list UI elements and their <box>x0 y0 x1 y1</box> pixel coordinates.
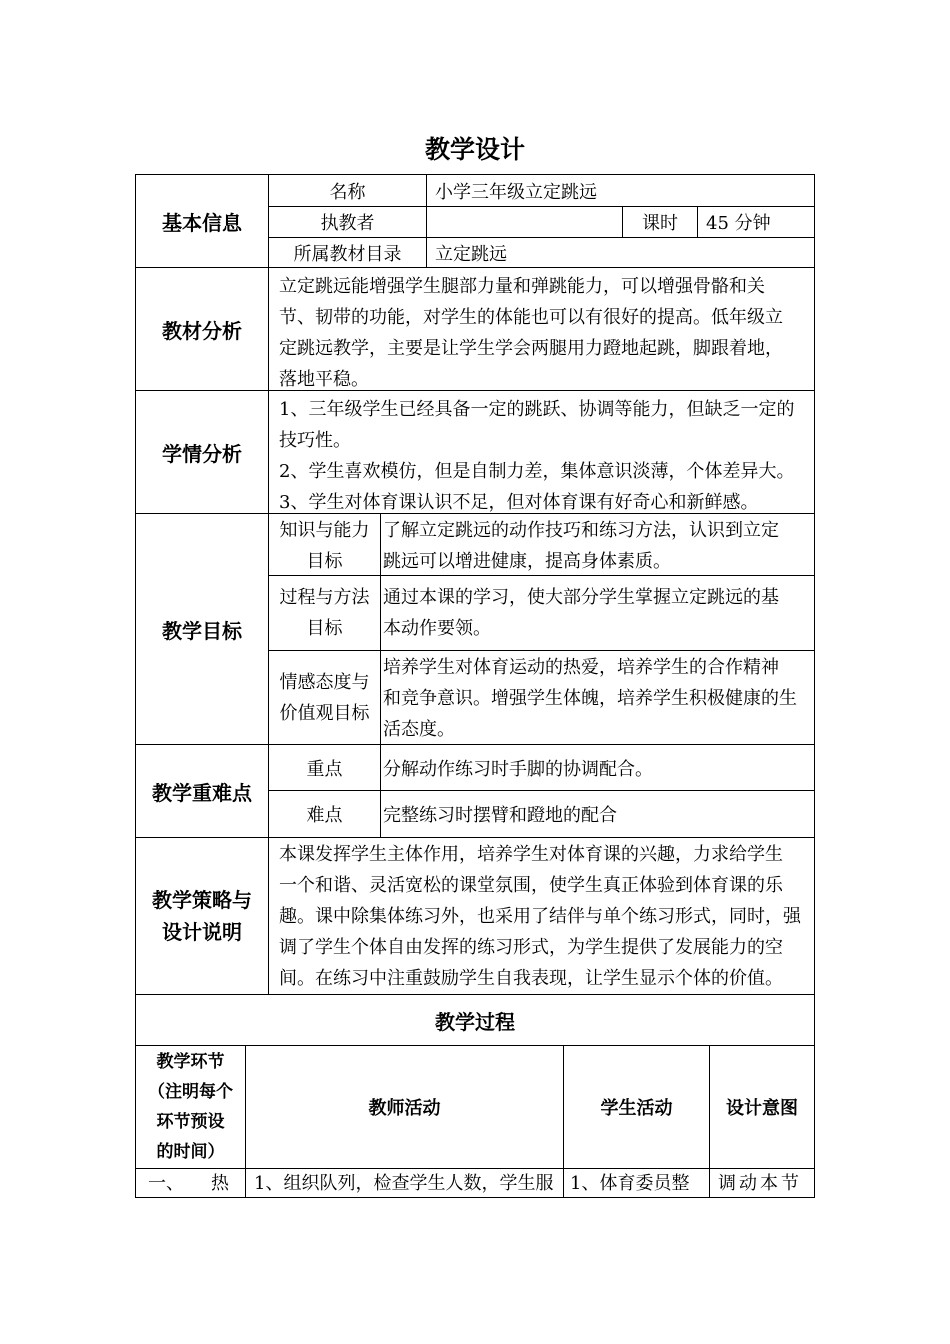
document-title: 教学设计 <box>424 135 525 164</box>
strategy-label <box>135 837 269 995</box>
text-line: 节、韧带的功能，对学生的体能也可以有很好的提高。低年级立 <box>279 307 783 328</box>
text-line: 技巧性。 <box>279 430 351 451</box>
text-line: 通过本课的学习，使大部分学生掌握立定跳远的基 <box>383 587 779 608</box>
text-line: 和竞争意识。增强学生体魄，培养学生积极健康的生 <box>383 688 797 709</box>
teacher-label-cell: 执教者 <box>268 206 427 238</box>
strategy-text <box>268 837 815 995</box>
objective-name-line: 目标 <box>306 618 343 639</box>
objective-name-line: 知识与能力 <box>279 520 370 541</box>
text-line: 一个和谐、灵活宽松的课堂氛围，使学生真正体验到体育课的乐 <box>279 875 783 896</box>
text-line: 3、学生对体育课认识不足，但对体育课有好奇心和新鲜感。 <box>279 492 759 513</box>
focus-text-cell: 分解动作练习时手脚的协调配合。 <box>380 744 815 791</box>
row-intent-cell: 调动本节 <box>709 1168 815 1198</box>
text-line: 培养学生对体育运动的热爱，培养学生的合作精神 <box>383 657 779 678</box>
material-analysis-label: 教材分析 <box>135 267 269 391</box>
catalog-value-cell: 立定跳远 <box>426 237 815 268</box>
difficulty-label-cell: 难点 <box>268 790 381 838</box>
header-stage-line: （注明每个 <box>148 1082 233 1102</box>
row-stage-cell: 一、 热 <box>135 1168 246 1198</box>
text-line: 定跳远教学，主要是让学生学会两腿用力蹬地起跳，脚跟着地， <box>279 338 783 359</box>
name-value-cell: 小学三年级立定跳远 <box>426 174 815 207</box>
text-line: 间。在练习中注重鼓励学生自我表现，让学生显示个体的价值。 <box>279 968 783 989</box>
strategy-label-line: 设计说明 <box>162 920 242 944</box>
student-analysis-label: 学情分析 <box>135 390 269 514</box>
header-stage-line: 教学环节 <box>156 1052 225 1072</box>
teacher-value-cell <box>426 206 623 238</box>
process-title: 教学过程 <box>135 994 815 1046</box>
objective-text-attitude <box>380 650 815 745</box>
period-label-cell: 课时 <box>622 206 698 238</box>
basic-info-label: 基本信息 <box>135 174 269 268</box>
difficulty-text-cell: 完整练习时摆臂和蹬地的配合 <box>380 790 815 838</box>
header-teacher-activity: 教师活动 <box>245 1045 564 1169</box>
catalog-label-cell: 所属教材目录 <box>268 237 427 268</box>
text-line: 了解立定跳远的动作技巧和练习方法，认识到立定 <box>383 520 779 541</box>
text-line: 活态度。 <box>383 719 455 740</box>
material-analysis-text <box>268 267 815 391</box>
text-line: 2、学生喜欢模仿，但是自制力差，集体意识淡薄，个体差异大。 <box>279 461 795 482</box>
key-points-label: 教学重难点 <box>135 744 269 838</box>
strategy-label-line: 教学策略与 <box>152 888 252 912</box>
objective-text-knowledge <box>380 513 815 576</box>
focus-label-cell: 重点 <box>268 744 381 791</box>
header-stage-line: 的时间） <box>156 1142 225 1162</box>
text-line: 本动作要领。 <box>383 618 491 639</box>
header-design-intent: 设计意图 <box>709 1045 815 1169</box>
text-line: 立定跳远能增强学生腿部力量和弹跳能力，可以增强骨骼和关 <box>279 276 765 297</box>
objective-name-process <box>268 575 381 651</box>
objective-name-attitude <box>268 650 381 745</box>
header-stage-line: 环节预设 <box>156 1112 225 1132</box>
row-teacher-cell: 1、组织队列，检查学生人数，学生服 <box>245 1168 564 1198</box>
text-line: 趣。课中除集体练习外，也采用了结伴与单个练习形式，同时，强 <box>279 906 801 927</box>
text-line: 落地平稳。 <box>279 369 369 390</box>
row-student-cell: 1、体育委员整 <box>563 1168 710 1198</box>
name-label-cell: 名称 <box>268 174 427 207</box>
text-line: 跳远可以增进健康，提高身体素质。 <box>383 551 671 572</box>
header-stage <box>135 1045 246 1169</box>
text-line: 1、三年级学生已经具备一定的跳跃、协调等能力，但缺乏一定的 <box>279 399 795 420</box>
objective-name-line: 价值观目标 <box>279 703 370 724</box>
text-line: 调了学生个体自由发挥的练习形式，为学生提供了发展能力的空 <box>279 937 783 958</box>
text-line: 本课发挥学生主体作用，培养学生对体育课的兴趣，力求给学生 <box>279 844 783 865</box>
objective-name-line: 情感态度与 <box>279 672 370 693</box>
objective-name-line: 过程与方法 <box>279 587 370 608</box>
objective-name-knowledge <box>268 513 381 576</box>
objective-text-process <box>380 575 815 651</box>
header-student-activity: 学生活动 <box>563 1045 710 1169</box>
objective-name-line: 目标 <box>306 551 343 572</box>
period-value-cell: 45 分钟 <box>697 206 815 238</box>
student-analysis-text <box>268 390 815 514</box>
objectives-label: 教学目标 <box>135 513 269 745</box>
